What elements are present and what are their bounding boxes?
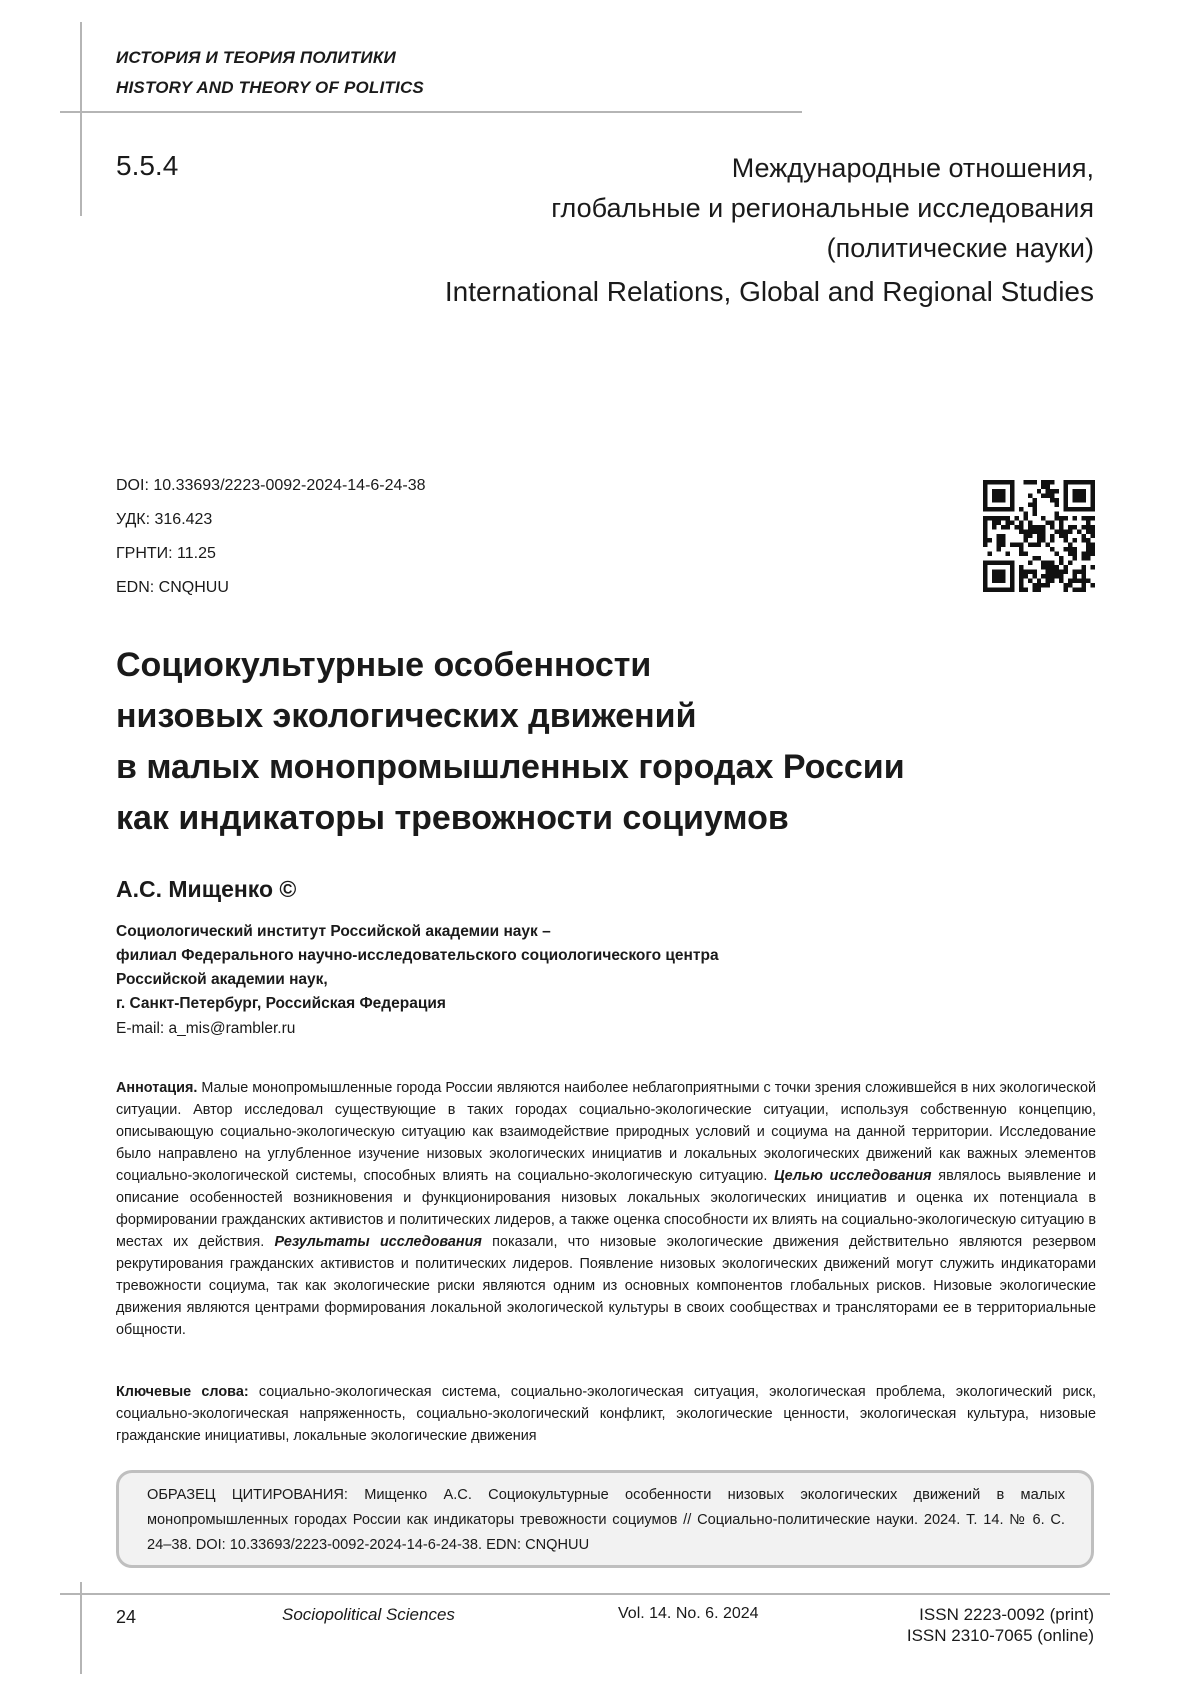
article-title	[116, 640, 1096, 844]
affiliation-line: филиал Федерального научно-исследовательского социологического центра	[116, 947, 719, 964]
subject-title-ru-line: Международные отношения,	[731, 153, 1094, 183]
author-email: E-mail: a_mis@rambler.ru	[116, 1020, 296, 1037]
subject-title-ru-line: (политические науки)	[826, 233, 1094, 263]
abstract-text: являлось выявление и описание особенностей возникновения и функционирования низовых локальных экологических инициатив и оценка их потенциала в формировании гражданских активистов и политических лидеров, а также оценка способности их влиять на социально-экологическую ситуацию в местах их действия.	[116, 1168, 1097, 1250]
subject-title-en: International Relations, Global and Regional Studies	[444, 276, 1094, 307]
article-title-line: как индикаторы тревожности социумов	[116, 799, 789, 837]
abstract-emphasis: Целью исследования	[774, 1168, 932, 1184]
author-name: А.С. Мищенко ©	[116, 876, 297, 902]
author-affiliation	[116, 920, 1016, 1016]
abstract-label: Аннотация.	[116, 1080, 198, 1096]
article-title-line: Социокультурные особенности	[116, 646, 652, 684]
keywords-text: социально-экологическая система, социально-экологическая ситуация, экологическая проблема, экологический риск, социально-экологическая напряженность, социально-экологический конфликт, экологические ценности, экологическая культура, низовые гражданские инициативы, локальные экологические движения	[116, 1384, 1096, 1444]
running-header-ru: ИСТОРИЯ И ТЕОРИЯ ПОЛИТИКИ	[116, 48, 396, 67]
issn-print: ISSN 2223-0092 (print)	[919, 1605, 1094, 1624]
udc-line: УДК: 316.423	[116, 511, 213, 528]
doi-line: DOI: 10.33693/2223-0092-2024-14-6-24-38	[116, 477, 426, 494]
grnti-line: ГРНТИ: 11.25	[116, 545, 216, 562]
article-title-line: низовых экологических движений	[116, 697, 697, 735]
issn-online: ISSN 2310-7065 (online)	[906, 1626, 1094, 1645]
volume-issue: Vol. 14. No. 6. 2024	[618, 1605, 759, 1622]
header-vertical-rule	[80, 22, 82, 216]
subject-title-ru-line: глобальные и региональные исследования	[551, 193, 1094, 223]
qr-code-icon	[983, 480, 1095, 592]
header-horizontal-rule	[60, 111, 802, 113]
citation-text: ОБРАЗЕЦ ЦИТИРОВАНИЯ: Мищенко А.С. Социокультурные особенности низовых экологических движений в малых монопромышленных городах России как индикаторы тревожности социумов // Социально-политические науки. 2024. Т. 14. № 6. С. 24–38. DOI: 10.33693/2223-0092-2024-14-6-24-38. EDN: CNQHUU	[147, 1487, 1065, 1553]
subject-title-ru	[374, 148, 1094, 268]
footer-horizontal-rule	[60, 1593, 1110, 1595]
page-number: 24	[116, 1607, 137, 1627]
article-title-line: в малых монопромышленных городах России	[116, 748, 905, 786]
journal-name: Sociopolitical Sciences	[282, 1605, 455, 1624]
running-header-en: HISTORY AND THEORY OF POLITICS	[116, 78, 424, 97]
edn-line: EDN: CNQHUU	[116, 579, 229, 596]
abstract-emphasis: Результаты исследования	[274, 1234, 482, 1250]
subject-code: 5.5.4	[116, 150, 179, 181]
abstract	[116, 1077, 1096, 1341]
affiliation-line: г. Санкт-Петербург, Российская Федерация	[116, 995, 446, 1012]
issn-block	[907, 1604, 1094, 1646]
abstract-text: показали, что низовые экологические движения действительно являются резервом рекрутирования гражданских активистов и политических лидеров. Появление низовых экологических движений могут служить индикаторами тревожности социума, так как экологические риски являются одним из основных компонентов глобальных рисков. Низовые экологические движения являются центрами формирования локальной экологической культуры в своих сообществах и трансляторами ее в территориальные общности.	[116, 1234, 1096, 1338]
keywords	[116, 1381, 1096, 1447]
footer-vertical-rule	[80, 1582, 82, 1674]
citation-box	[116, 1470, 1094, 1568]
abstract-text: Малые монопромышленные города России являются наиболее неблагоприятными с точки зрения сложившейся в них экологической ситуации. Автор исследовал существующие в таких городах социально-экологические ситуации, используя собственную концепцию, описывающую социально-экологическую ситуацию как взаимодействие природных условий и социума на данной территории. Исследование было направлено на углубленное изучение низовых экологических инициатив и локальных экологических движений как важных элементов социально-экологической системы, способных влиять на социально-экологическую ситуацию.	[116, 1080, 1096, 1184]
keywords-label: Ключевые слова:	[116, 1384, 249, 1400]
affiliation-line: Социологический институт Российской академии наук –	[116, 923, 551, 940]
affiliation-line: Российской академии наук,	[116, 971, 328, 988]
